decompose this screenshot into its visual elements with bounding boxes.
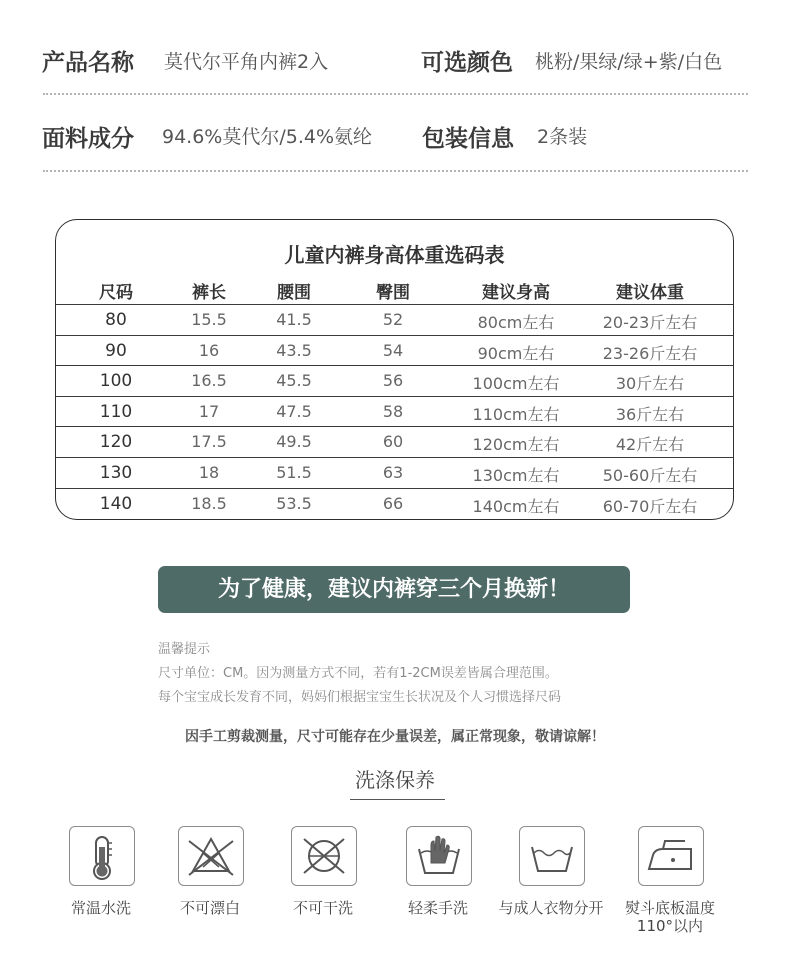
table-cell: 45.5 (276, 371, 312, 391)
table-cell: 17 (198, 401, 220, 421)
table-cell: 140 (99, 493, 133, 514)
table-row (56, 488, 733, 519)
care-label: 熨斗底板温度 (624, 899, 715, 917)
table-cell: 80cm左右 (477, 313, 555, 332)
care-label: 不可干洗 (292, 899, 353, 917)
table-cell: 15.5 (191, 310, 227, 329)
table-cell: 56 (382, 371, 404, 391)
table-row (56, 335, 733, 366)
table-cell: 53.5 (276, 493, 312, 513)
table-cell: 90cm左右 (477, 343, 555, 363)
size-chart-header-cell: 裤长 (192, 283, 226, 303)
measurement-note: 因手工剪裁测量，尺寸可能存在少量误差，属正常现象，敬请谅解！ (185, 729, 605, 745)
table-cell: 100cm左右 (472, 374, 560, 394)
wash-tub-icon (520, 827, 584, 885)
care-label: 不可漂白 (179, 899, 240, 917)
table-cell: 51.5 (276, 463, 312, 482)
table-cell: 130 (99, 463, 133, 483)
tips-line: 每个宝宝成长发育不同，妈妈们根据宝宝生长状况及个人习惯选择尺码 (158, 690, 562, 705)
size-chart-header-cell: 尺码 (99, 283, 133, 303)
size-chart-header-cell: 建议体重 (616, 283, 684, 303)
colors-label: 可选颜色 (421, 50, 513, 76)
colors-value: 桃粉/果绿/绿+紫/白色 (535, 51, 723, 73)
table-cell: 16 (198, 340, 220, 360)
package-label: 包装信息 (422, 126, 514, 152)
care-title-underline (350, 799, 445, 800)
care-item-iron (638, 826, 704, 886)
package-value: 2条装 (537, 126, 588, 148)
dotted-divider (43, 93, 748, 95)
table-cell: 30斤左右 (615, 374, 685, 394)
hand-wash-icon (407, 827, 471, 885)
fabric-label: 面料成分 (42, 126, 134, 152)
table-cell: 110 (99, 401, 133, 422)
size-chart-header-cell: 建议身高 (482, 283, 550, 303)
table-cell: 50-60斤左右 (602, 466, 698, 485)
table-cell: 80 (105, 310, 127, 330)
table-cell: 130cm左右 (472, 466, 560, 485)
table-cell: 16.5 (191, 371, 227, 391)
no-dry-clean-icon (292, 827, 356, 885)
table-cell: 54 (382, 340, 404, 360)
iron-icon (639, 827, 703, 885)
table-cell: 140cm左右 (472, 496, 560, 516)
table-cell: 47.5 (276, 401, 312, 421)
tips-line: 尺寸单位：CM。因为测量方式不同，若有1-2CM误差皆属合理范围。 (158, 666, 558, 681)
table-cell: 60-70斤左右 (602, 496, 698, 516)
table-cell: 42斤左右 (615, 435, 685, 455)
care-item-no-dry-clean (291, 826, 357, 886)
table-cell: 36斤左右 (615, 404, 685, 424)
table-cell: 43.5 (276, 340, 312, 360)
care-item-hand-wash (406, 826, 472, 886)
table-cell: 17.5 (191, 432, 227, 452)
table-cell: 66 (382, 493, 404, 513)
care-label: 110°以内 (636, 917, 704, 935)
table-cell: 100 (99, 371, 133, 392)
care-label: 与成人衣物分开 (498, 899, 604, 917)
size-chart-table (55, 219, 734, 520)
care-label: 轻柔手洗 (407, 899, 468, 917)
care-label: 常温水洗 (70, 899, 131, 917)
table-cell: 18.5 (191, 493, 227, 513)
table-cell: 52 (382, 310, 404, 329)
product-name-label: 产品名称 (42, 50, 134, 76)
table-cell: 20-23斤左右 (602, 313, 698, 332)
size-chart-header-cell: 臀围 (376, 283, 410, 303)
table-row (56, 426, 733, 457)
table-cell: 49.5 (276, 432, 312, 452)
care-item-normal-temp (69, 826, 135, 886)
table-row (56, 396, 733, 427)
replace-reminder-banner: 为了健康，建议内裤穿三个月换新！ (158, 566, 630, 613)
no-bleach-icon (179, 827, 243, 885)
care-section-title: 洗涤保养 (355, 768, 435, 792)
table-cell: 60 (382, 432, 404, 452)
care-item-no-bleach (178, 826, 244, 886)
table-cell: 23-26斤左右 (602, 343, 698, 363)
table-cell: 90 (105, 340, 127, 361)
table-cell: 120cm左右 (472, 435, 560, 455)
table-row (56, 304, 733, 335)
table-row (56, 457, 733, 488)
table-cell: 41.5 (276, 310, 312, 329)
thermometer-icon (70, 827, 134, 885)
table-cell: 110cm左右 (472, 404, 560, 424)
table-cell: 58 (382, 401, 404, 421)
table-cell: 120 (99, 432, 133, 453)
fabric-value: 94.6%莫代尔/5.4%氨纶 (162, 126, 373, 148)
size-chart-header-cell: 腰围 (277, 283, 311, 303)
table-row (56, 365, 733, 396)
table-cell: 18 (198, 463, 220, 482)
tips-title: 温馨提示 (158, 642, 211, 657)
care-item-wash-separately (519, 826, 585, 886)
product-name-value: 莫代尔平角内裤2入 (164, 51, 329, 73)
table-cell: 63 (382, 463, 404, 482)
dotted-divider (43, 170, 748, 172)
size-chart-title: 儿童内裤身高体重选码表 (284, 243, 505, 267)
